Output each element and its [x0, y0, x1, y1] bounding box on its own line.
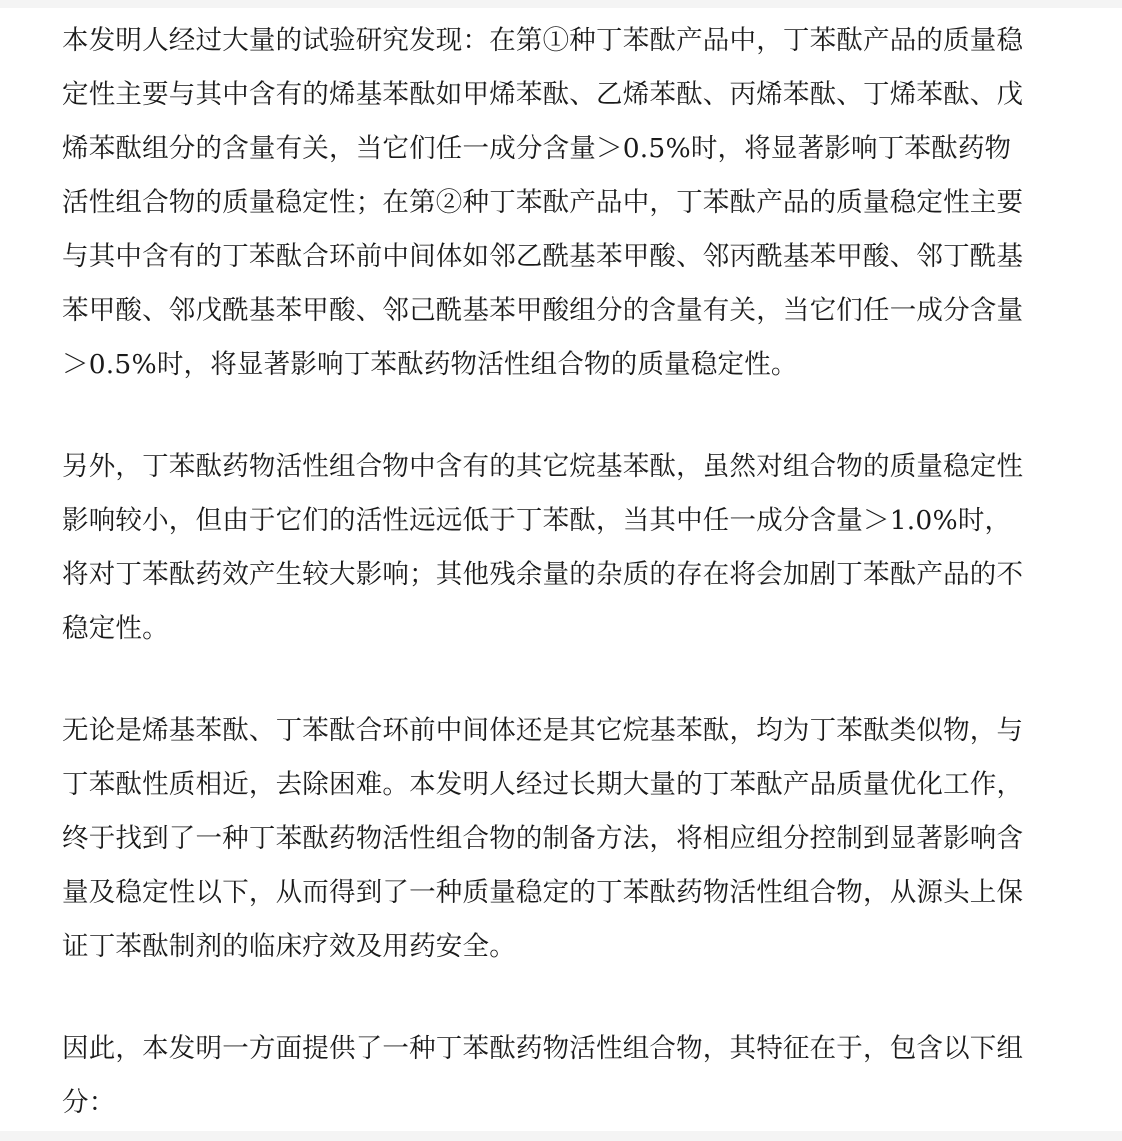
text-line: 将对丁苯酞药效产生较大影响；其他残余量的杂质的存在将会加剧丁苯酞产品的不 [62, 559, 1024, 590]
text-line: 分： [62, 1087, 116, 1118]
paragraph-removal-difficulty [62, 704, 1062, 974]
paragraph-invention-summary [62, 1022, 1062, 1130]
text-line: 另外，丁苯酞药物活性组合物中含有的其它烷基苯酞，虽然对组合物的质量稳定性 [62, 451, 1024, 482]
text-line: 活性组合物的质量稳定性；在第②种丁苯酞产品中，丁苯酞产品的质量稳定性主要 [62, 187, 1024, 218]
paragraph-alkyl-phthalides [62, 440, 1062, 656]
text-line: 证丁苯酞制剂的临床疗效及用药安全。 [62, 931, 516, 962]
text-line: 因此，本发明一方面提供了一种丁苯酞药物活性组合物，其特征在于，包含以下组 [62, 1033, 1024, 1064]
text-line: 定性主要与其中含有的烯基苯酞如甲烯苯酞、乙烯苯酞、丙烯苯酞、丁烯苯酞、戊 [62, 79, 1024, 110]
text-line: 量及稳定性以下，从而得到了一种质量稳定的丁苯酞药物活性组合物，从源头上保 [62, 877, 1024, 908]
text-line: 本发明人经过大量的试验研究发现：在第①种丁苯酞产品中，丁苯酞产品的质量稳 [62, 25, 1024, 56]
text-line: 苯甲酸、邻戊酰基苯甲酸、邻己酰基苯甲酸组分的含量有关，当它们任一成分含量 [62, 295, 1024, 326]
text-line: 烯苯酞组分的含量有关，当它们任一成分含量＞0.5%时，将显著影响丁苯酞药物 [62, 133, 1012, 164]
text-line: ＞0.5%时，将显著影响丁苯酞药物活性组合物的质量稳定性。 [62, 349, 798, 380]
text-line: 终于找到了一种丁苯酞药物活性组合物的制备方法，将相应组分控制到显著影响含 [62, 823, 1024, 854]
text-line: 与其中含有的丁苯酞合环前中间体如邻乙酰基苯甲酸、邻丙酰基苯甲酸、邻丁酰基 [62, 241, 1024, 272]
top-margin-band [0, 0, 1122, 8]
bottom-margin-band [0, 1131, 1122, 1141]
paragraph-stability-findings [62, 14, 1062, 392]
text-line: 丁苯酞性质相近，去除困难。本发明人经过长期大量的丁苯酞产品质量优化工作， [62, 769, 1024, 800]
document-page [62, 14, 1062, 1130]
text-line: 影响较小，但由于它们的活性远远低于丁苯酞，当其中任一成分含量＞1.0%时， [62, 505, 1012, 536]
text-line: 无论是烯基苯酞、丁苯酞合环前中间体还是其它烷基苯酞，均为丁苯酞类似物，与 [62, 715, 1024, 746]
text-line: 稳定性。 [62, 613, 169, 644]
